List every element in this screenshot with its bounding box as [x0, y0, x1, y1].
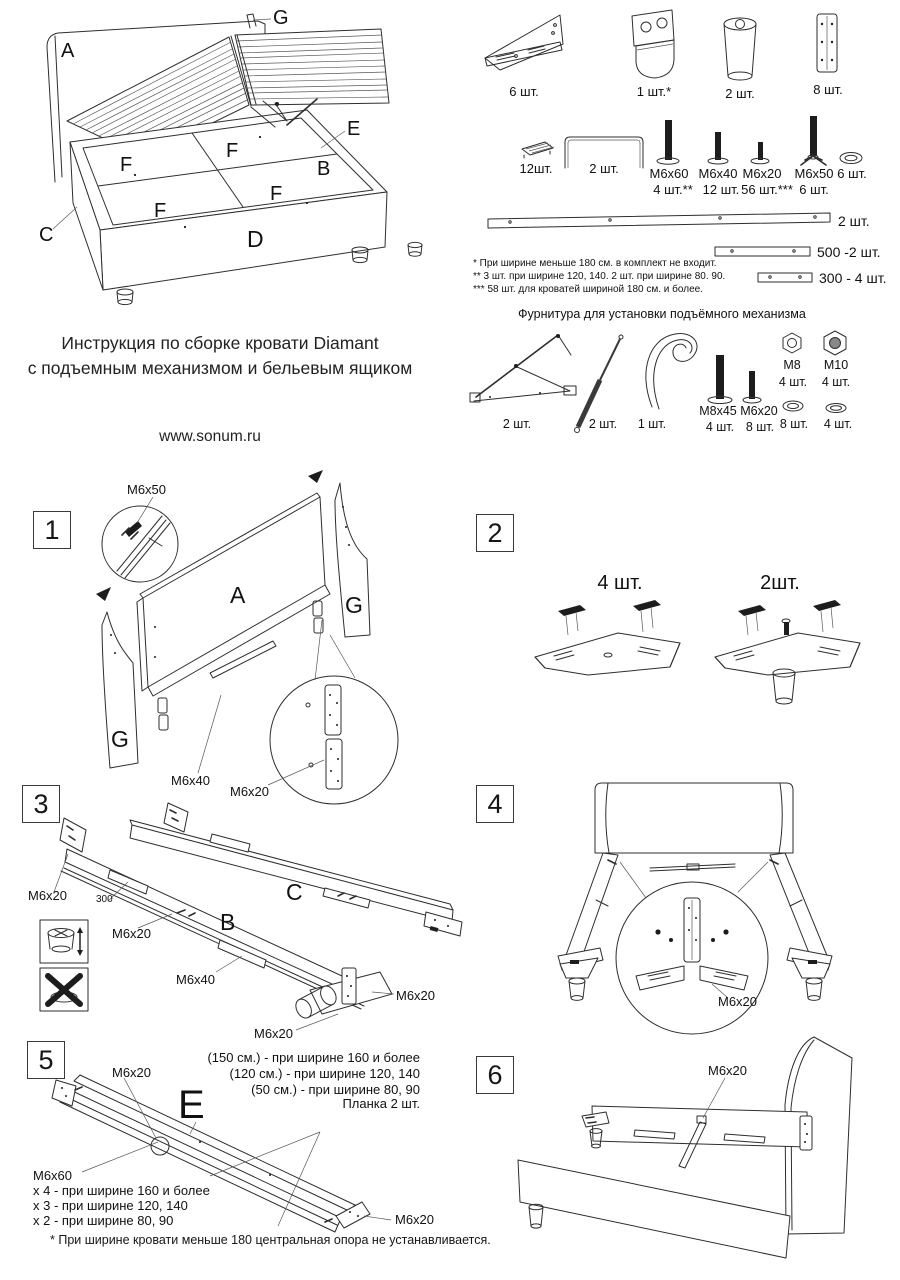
- s5-m6x60-line1: x 4 - при ширине 160 и более: [33, 1183, 210, 1198]
- overview-label-f4: F: [270, 183, 283, 205]
- m6x40-label: M6x40: [698, 166, 738, 181]
- hinge-bracket-icon: [632, 10, 674, 78]
- title-line1: Инструкция по сборке кровати Diamant: [61, 333, 379, 353]
- plank-long-icon: [488, 213, 830, 228]
- s3-m6x40-label: M6x40: [176, 972, 216, 987]
- hw-m6x20-qty: 8 шт.: [745, 420, 775, 434]
- pad-glyph: [813, 600, 841, 632]
- plank-500-icon: [715, 247, 810, 256]
- m6x50-label: M6x50: [794, 166, 834, 181]
- step5-number: 5: [27, 1041, 65, 1079]
- parts-note-3: *** 58 шт. для кроватей шириной 180 см. и более.: [473, 284, 703, 295]
- parts-list: [470, 0, 900, 310]
- bolt-m6x20s-icon: [743, 371, 761, 403]
- s3-label-b: B: [220, 909, 236, 935]
- m8-qty: 4 шт.: [778, 375, 808, 389]
- page-title: [20, 331, 420, 380]
- side-panel-c: [130, 803, 462, 936]
- m10-label: M10: [823, 358, 849, 372]
- washer8-qty: 8 шт.: [779, 417, 809, 431]
- overview-label-g: G: [273, 7, 289, 29]
- overview-diagram: [25, 5, 435, 305]
- plank-500-qty: 500 -2 шт.: [817, 244, 881, 260]
- website-url: www.sonum.ru: [159, 428, 261, 445]
- s3-label-c: C: [286, 879, 303, 905]
- pad-glyph: [738, 605, 766, 635]
- s3-m6x20-2: M6x20: [112, 926, 152, 941]
- title-line2: с подъемным механизмом и бельевым ящиком: [27, 357, 413, 378]
- bracket-glyph: [164, 803, 188, 832]
- central-support-footnote: * При ширине кровати меньше 180 центральная опора не устанавливается.: [50, 1233, 491, 1247]
- s5-note-planka: Планка 2 шт.: [342, 1096, 420, 1111]
- bolt-m6x60-icon: [657, 120, 679, 164]
- s1-m6x50-label: M6x50: [127, 482, 167, 497]
- s1-label-a: A: [230, 582, 246, 608]
- m6x20-label: M6x20: [742, 166, 782, 181]
- no-tighten-icon-box: [40, 968, 88, 1011]
- s3-m6x20-1: M6x20: [28, 888, 68, 903]
- parts-note-2: ** 3 шт. при ширине 120, 140. 2 шт. при ширине 80. 90.: [473, 271, 726, 282]
- nut-m8-icon: [783, 333, 801, 353]
- pad-glyph: [558, 605, 586, 635]
- s5-m6x20-left: M6x20: [112, 1065, 152, 1080]
- depth-icon-box: [40, 920, 88, 963]
- step1-number: 1: [33, 511, 71, 549]
- washer8-icon: [783, 401, 803, 411]
- m6x50-qty: 6 шт.: [799, 182, 829, 197]
- bolt-m6x50-icon: [801, 116, 826, 165]
- hinge-bracket-qty: 1 шт.*: [636, 84, 672, 99]
- leg-qty: 2 шт.: [725, 86, 755, 101]
- step3-diagram: [20, 800, 470, 1045]
- detail-circle-plates: [270, 620, 398, 804]
- s5-m6x60-line3: x 2 - при ширине 80, 90: [33, 1213, 174, 1228]
- overview-label-e: E: [347, 118, 361, 140]
- s3-dim-300: 300: [96, 894, 113, 905]
- bracket-glyph: [60, 818, 86, 852]
- overview-label-a: A: [61, 40, 75, 62]
- detail-circle-m6x50: [102, 497, 178, 582]
- s4-m6x20-label: M6x20: [718, 994, 758, 1009]
- rail-with-cleats: [582, 1106, 812, 1168]
- overview-label-c: C: [39, 224, 54, 246]
- step2-diagram: [470, 505, 900, 710]
- corner-bracket-4x: [535, 600, 680, 675]
- end-assembly: [293, 968, 392, 1021]
- m8x45-qty: 4 шт.: [705, 420, 735, 434]
- plate-qty: 8 шт.: [813, 82, 843, 97]
- staple-qty: 2 шт.: [589, 161, 619, 176]
- step2-number: 2: [476, 514, 514, 552]
- mechanism-qty: 2 шт.: [502, 417, 532, 431]
- s1-m6x20-label: M6x20: [230, 784, 270, 799]
- corner-bracket-icon: [485, 15, 563, 70]
- corner-bracket-with-leg-2x: [715, 600, 860, 704]
- strap-icon: [646, 334, 697, 409]
- s2-qty-4: 4 шт.: [597, 572, 643, 594]
- s5-note-150: (150 см.) - при ширине 160 и более: [207, 1050, 420, 1065]
- overview-label-f3: F: [154, 200, 167, 222]
- step6-diagram: [470, 1030, 900, 1265]
- step3-number: 3: [22, 785, 60, 823]
- overview-label-f2: F: [226, 140, 239, 162]
- bolt-m6x40-icon: [708, 132, 728, 164]
- step1-diagram: [25, 465, 470, 825]
- washer-icon: [840, 153, 862, 164]
- mounting-plate-icon: [817, 14, 837, 72]
- washer-qty: 6 шт.: [837, 166, 867, 181]
- pad-icon: [522, 142, 554, 158]
- s1-label-g-right: G: [345, 592, 363, 618]
- s1-m6x40-label: M6x40: [171, 773, 211, 788]
- plank-300-icon: [758, 273, 812, 282]
- m6x20-qty: 56 шт.***: [741, 182, 793, 197]
- s5-m6x20-right: M6x20: [395, 1212, 435, 1227]
- s3-m6x20-4: M6x20: [254, 1026, 294, 1041]
- s5-m6x60-line2: x 3 - при ширине 120, 140: [33, 1198, 188, 1213]
- plank-300-qty: 300 - 4 шт.: [819, 270, 887, 286]
- s2-qty-2: 2шт.: [760, 572, 800, 594]
- s3-m6x20-3: M6x20: [396, 988, 436, 1003]
- bolt-m6x20-icon: [751, 142, 769, 164]
- strap-qty: 1 шт.: [637, 417, 667, 431]
- s5-label-e: E: [178, 1083, 205, 1127]
- m8x45-label: M8x45: [699, 404, 737, 418]
- m6x40-qty: 12 шт.: [702, 182, 740, 197]
- m6x60-label: M6x60: [649, 166, 689, 181]
- step4-number: 4: [476, 785, 514, 823]
- pad-glyph: [633, 600, 661, 632]
- washer4-qty: 4 шт.: [823, 417, 853, 431]
- lift-mechanism-icon: [470, 334, 576, 402]
- m8-label: M8: [783, 358, 801, 372]
- s5-note-120: (120 см.) - при ширине 120, 140: [229, 1066, 420, 1081]
- pad-qty: 12шт.: [519, 161, 553, 176]
- overview-label-d: D: [247, 226, 264, 252]
- m6x60-qty: 4 шт.**: [653, 182, 693, 197]
- step5-diagram: [20, 1030, 470, 1245]
- s1-label-g-left: G: [111, 726, 129, 752]
- hardware-title: Фурнитура для установки подъёмного механизма: [518, 307, 806, 321]
- parts-note-1: * При ширине меньше 180 см. в комплект не входит.: [473, 258, 717, 269]
- box-front: [518, 1160, 790, 1258]
- hw-m6x20-label: M6x20: [740, 404, 778, 418]
- leg-icon: [724, 18, 756, 80]
- m10-qty: 4 шт.: [821, 375, 851, 389]
- overview-label-b: B: [317, 158, 331, 180]
- storage-box: [70, 110, 387, 290]
- washer4-icon: [826, 404, 846, 413]
- corner-bracket-qty: 6 шт.: [509, 84, 539, 99]
- headboard-assembled: [595, 783, 793, 853]
- step6-number: 6: [476, 1056, 514, 1094]
- bolt-m8x45-icon: [708, 355, 732, 404]
- nut-m10-icon: [824, 331, 846, 355]
- overview-label-f1: F: [120, 154, 133, 176]
- s5-m6x60-label: M6x60: [33, 1168, 73, 1183]
- lift-hardware: [460, 305, 900, 453]
- s5-note-50: (50 см.) - при ширине 80, 90: [251, 1082, 420, 1097]
- plank-long-qty: 2 шт.: [838, 213, 870, 229]
- step4-diagram: [470, 780, 900, 1052]
- s6-m6x20-label: M6x20: [708, 1063, 748, 1078]
- gas-spring-qty: 2 шт.: [588, 417, 618, 431]
